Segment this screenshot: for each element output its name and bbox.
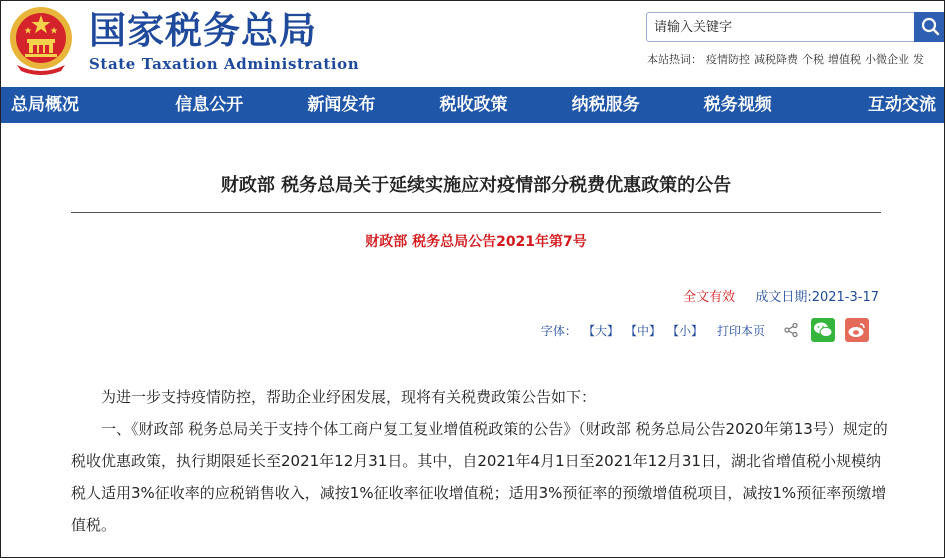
- hot-word[interactable]: 疫情防控: [706, 53, 750, 66]
- nav-item-news[interactable]: 新闻发布: [307, 95, 376, 115]
- share-icon[interactable]: [783, 322, 799, 338]
- font-small-button[interactable]: 【小】: [666, 323, 703, 338]
- weibo-icon[interactable]: [845, 318, 869, 342]
- search-icon: [914, 12, 945, 42]
- hot-word[interactable]: 发: [913, 53, 924, 66]
- site-title-en[interactable]: State Taxation Administration: [89, 55, 360, 73]
- search-box[interactable]: [646, 12, 914, 42]
- site-title-cn[interactable]: 国家税务总局: [89, 9, 317, 52]
- article-body: [71, 381, 891, 541]
- validity-status: 全文有效: [683, 290, 736, 305]
- hot-word[interactable]: 小微企业: [865, 53, 909, 66]
- article-paragraph: 一、《财政部 税务总局关于支持个体工商户复工复业增值税政策的公告》（财政部 税务总局公告2020年第13号）规定的税收优惠政策，执行期限延长至2021年12月31日。其中，自2021年4月1日至2021年12月31日，湖北省增值税小规模纳税人适用3%征收率的应税销售收入，减按1%征收率征收增值税；适用3%预征率的预缴增值税项目，减按1%预征率预缴增值税。: [71, 420, 888, 534]
- weibo-glyph-icon: [847, 321, 867, 339]
- site-header: [1, 1, 945, 87]
- document-number: 财政部 税务总局公告2021年第7号: [365, 234, 587, 250]
- hot-word[interactable]: 个税: [802, 53, 824, 66]
- article-title: 财政部 税务总局关于延续实施应对疫情部分税费优惠政策的公告: [220, 175, 732, 196]
- hot-word[interactable]: 减税降费: [754, 53, 798, 66]
- main-nav: [1, 87, 945, 123]
- nav-item-interaction[interactable]: 互动交流: [867, 95, 936, 115]
- nav-item-video[interactable]: 税务视频: [703, 95, 772, 115]
- nav-item-tax-policy[interactable]: 税收政策: [439, 95, 508, 115]
- article-tools: [541, 317, 869, 343]
- article-meta: [683, 286, 879, 305]
- hot-words-label: 本站热词：: [647, 53, 702, 66]
- wechat-icon[interactable]: [811, 318, 835, 342]
- font-size-label: 字体：: [540, 323, 577, 338]
- search-input[interactable]: [647, 13, 914, 41]
- hot-word[interactable]: 增值税: [828, 53, 861, 66]
- nav-item-info-disclosure[interactable]: 信息公开: [175, 95, 244, 115]
- hot-words: [647, 51, 928, 67]
- national-emblem-icon[interactable]: [7, 5, 75, 75]
- article-paragraph: 为进一步支持疫情防控，帮助企业纾困发展，现将有关税费政策公告如下：: [101, 388, 597, 406]
- font-medium-button[interactable]: 【中】: [624, 323, 661, 338]
- search-button[interactable]: [914, 12, 945, 42]
- font-large-button[interactable]: 【大】: [582, 323, 619, 338]
- title-divider: [71, 212, 881, 213]
- issue-date: 成文日期:2021-3-17: [755, 290, 879, 305]
- nav-item-tax-service[interactable]: 纳税服务: [571, 95, 640, 115]
- nav-item-overview[interactable]: 总局概况: [11, 95, 79, 115]
- wechat-glyph-icon: [813, 321, 833, 339]
- print-button[interactable]: 打印本页: [716, 323, 765, 338]
